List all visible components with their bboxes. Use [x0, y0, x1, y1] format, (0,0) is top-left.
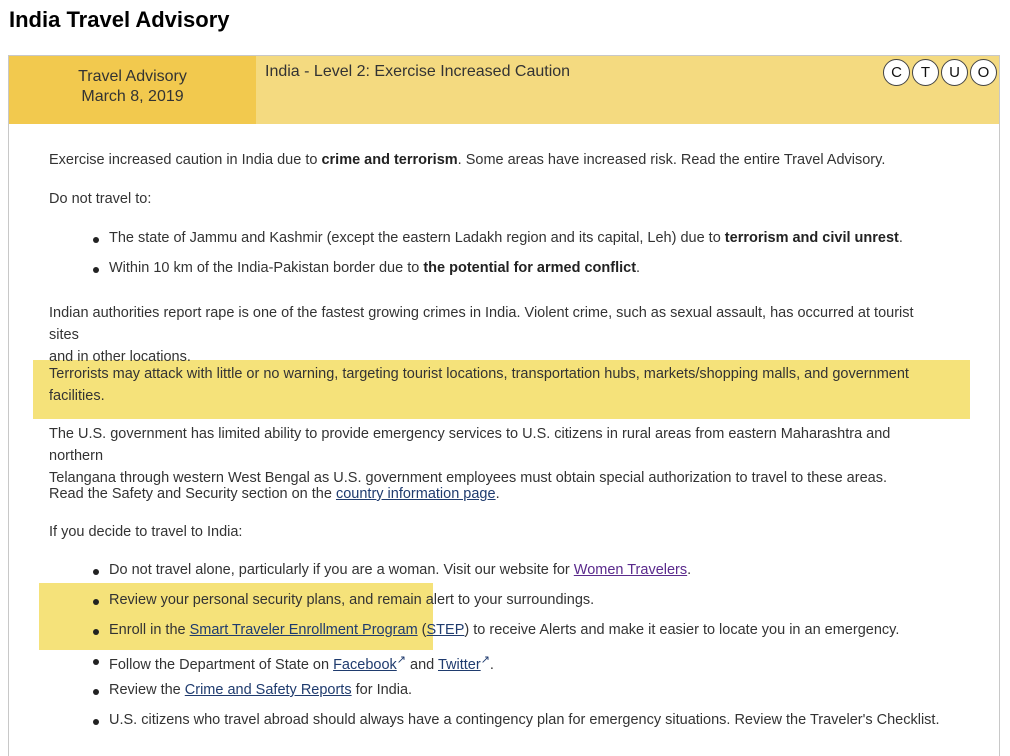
step-link[interactable]: STEP — [426, 622, 465, 638]
intro-paragraph: Exercise increased caution in India due to crime and terrorism. Some areas have increased risk. Read the entire Travel Advisory. — [49, 152, 886, 168]
bullet-icon — [93, 237, 99, 243]
page-title: India Travel Advisory — [9, 7, 230, 32]
bullet-icon — [93, 659, 99, 665]
risk-indicator-icons — [883, 59, 997, 86]
list-item: Follow the Department of State on Facebook↗ and Twitter↗. — [109, 654, 494, 673]
bullet-icon — [93, 569, 99, 575]
if-you-decide-heading: If you decide to travel to India: — [49, 524, 243, 540]
bullet-icon — [93, 267, 99, 273]
safety-security-paragraph: Read the Safety and Security section on the country information page. — [49, 486, 500, 502]
do-not-travel-heading: Do not travel to: — [49, 191, 152, 207]
advisory-date-block — [9, 56, 256, 124]
crime-indicator-icon[interactable]: C — [883, 59, 910, 86]
government-limits-paragraph: The U.S. government has limited ability to provide emergency services to U.S. citizens in rural areas from eastern Maharashtra and northern Telangana through western West Bengal as U.S. government employees must obtain special authorization to travel to these areas. — [49, 426, 891, 486]
advisory-date: March 8, 2019 — [81, 88, 184, 105]
list-item: Within 10 km of the India-Pakistan border due to the potential for armed conflict. — [109, 260, 641, 276]
list-item: Review your personal security plans, and remain alert to your surroundings. — [109, 592, 595, 608]
crime-safety-reports-link[interactable]: Crime and Safety Reports — [184, 682, 352, 698]
facebook-link[interactable]: Facebook — [333, 656, 397, 673]
smart-traveler-link[interactable]: Smart Traveler Enrollment Program — [189, 622, 418, 638]
external-link-icon: ↗ — [396, 654, 406, 666]
advisory-level-title: India - Level 2: Exercise Increased Caution — [265, 63, 571, 80]
rape-warning-paragraph: Indian authorities report rape is one of the fastest growing crimes in India. Violent crime, such as sexual assault, has occurred at tourist sites and in other locations. — [49, 305, 914, 365]
country-information-link[interactable]: country information page — [335, 486, 496, 502]
bullet-icon — [93, 629, 99, 635]
list-item: U.S. citizens who travel abroad should always have a contingency plan for emergency situations. Review the Traveler's Checklist. — [109, 712, 940, 728]
twitter-link[interactable]: Twitter — [437, 656, 481, 673]
other-indicator-icon[interactable]: O — [970, 59, 997, 86]
list-item: Enroll in the Smart Traveler Enrollment Program (STEP) to receive Alerts and make it easier to locate you in an emergency. — [109, 622, 900, 638]
bullet-icon — [93, 599, 99, 605]
advisory-label: Travel Advisory — [78, 68, 187, 85]
terrorism-paragraph: Terrorists may attack with little or no warning, targeting tourist locations, transportation hubs, markets/shopping malls, and government facilities. — [49, 366, 909, 404]
terrorism-indicator-icon[interactable]: T — [912, 59, 939, 86]
list-item: The state of Jammu and Kashmir (except the eastern Ladakh region and its capital, Leh) due to terrorism and civil unrest. — [109, 230, 903, 246]
list-item: Do not travel alone, particularly if you are a woman. Visit our website for Women Travelers. — [109, 562, 692, 578]
unrest-indicator-icon[interactable]: U — [941, 59, 968, 86]
advisory-panel — [8, 55, 1000, 756]
women-travelers-link[interactable]: Women Travelers — [573, 562, 688, 578]
list-item: Review the Crime and Safety Reports for India. — [109, 682, 413, 698]
bullet-icon — [93, 689, 99, 695]
advisory-header — [9, 56, 999, 124]
external-link-icon: ↗ — [480, 654, 490, 666]
bullet-icon — [93, 719, 99, 725]
